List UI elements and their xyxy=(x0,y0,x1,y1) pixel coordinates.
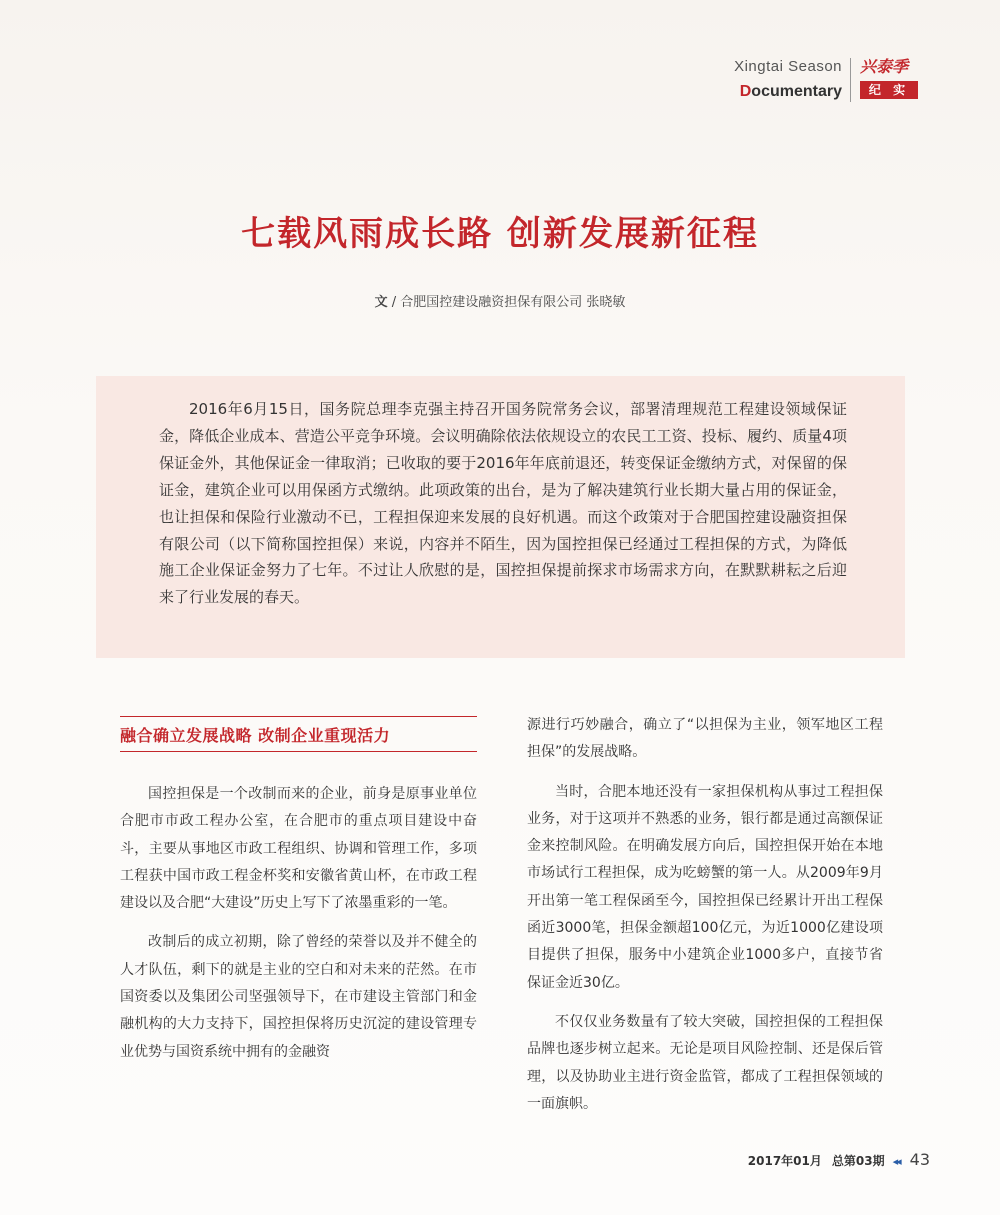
body-paragraph-continuation: 源进行巧妙融合，确立了“以担保为主业，领军地区工程担保”的发展战略。 xyxy=(527,717,883,761)
byline-prefix: 文 xyxy=(374,295,388,310)
footer-date: 2017年01月 xyxy=(747,1154,822,1168)
page-footer xyxy=(748,1150,930,1169)
page-number: 43 xyxy=(909,1150,930,1169)
left-column xyxy=(120,781,477,1066)
header-masthead xyxy=(734,56,842,104)
header-documentary xyxy=(734,80,842,104)
body-paragraph: 国控担保是一个改制而来的企业，前身是原事业单位合肥市市政工程办公室，在合肥市的重点项目建设中奋斗，主要从事地区市政工程组织、协调和管理工作，多项工程获中国市政工程金杯奖和安徽省黄山杯，在市政工程建设以及合肥“大建设”历史上写下了浓墨重彩的一笔。 xyxy=(120,786,477,912)
section-heading xyxy=(120,716,477,752)
header-season: Xingtai Season xyxy=(734,58,842,75)
body-paragraph: 当时，合肥本地还没有一家担保机构从事过工程担保业务，对于这项并不熟悉的业务，银行都是通过高额保证金来控制风险。在明确发展方向后，国控担保开始在本地市场试行工程担保，成为吃螃蟹的第一人。从2009年9月开出第一笔工程保函至今，国控担保已经累计开出工程保函近3000笔，担保金额超100亿元，为近1000亿建设项目提供了担保，服务中小建筑企业1000多户，直接节省保证金近30亿。 xyxy=(527,783,883,991)
header-documentary-rest: ocumentary xyxy=(751,83,842,100)
section-heading-text: 融合确立发展战略 改制企业重现活力 xyxy=(120,725,391,745)
article-title: 七载风雨成长路 创新发展新征程 xyxy=(241,214,759,254)
magazine-logo: 兴泰季 xyxy=(860,57,909,76)
header-divider xyxy=(850,58,851,102)
lead-box xyxy=(96,376,905,658)
double-arrow-icon: ◂◂ xyxy=(892,1155,900,1168)
footer-issue: 总第03期 xyxy=(831,1154,885,1168)
body-paragraph: 不仅仅业务数量有了较大突破，国控担保的工程担保品牌也逐步树立起来。无论是项目风险控制、还是保后管理，以及协助业主进行资金监管，都成了工程担保领域的一面旗帜。 xyxy=(527,1013,883,1112)
byline-author: / 合肥国控建设融资担保有限公司 张晓敏 xyxy=(387,295,626,310)
header-documentary-initial: D xyxy=(739,83,752,100)
header-logo-block xyxy=(860,56,918,99)
lead-paragraph: 2016年6月15日，国务院总理李克强主持召开国务院常务会议，部署清理规范工程建设领域保证金，降低企业成本、营造公平竞争环境。会议明确除依法依规设立的农民工工资、投标、履约、质量4项保证金外，其他保证金一律取消；已收取的要于2016年年底前退还，转变保证金缴纳方式，对保留的保证金，建筑企业可以用保函方式缴纳。此项政策的出台，是为了解决建筑行业长期大量占用的保证金，也让担保和保险行业激动不已，工程担保迎来发展的良好机遇。而这个政策对于合肥国控建设融资担保有限公司（以下简称国控担保）来说，内容并不陌生，因为国控担保已经通过工程担保的方式，为降低施工企业保证金努力了七年。不过让人欣慰的是，国控担保提前探求市场需求方向，在默默耕耘之后迎来了行业发展的春天。 xyxy=(159,400,847,607)
column-tag: 纪 实 xyxy=(860,81,918,99)
body-paragraph: 改制后的成立初期，除了曾经的荣誉以及并不健全的人才队伍，剩下的就是主业的空白和对未来的茫然。在市国资委以及集团公司坚强领导下，在市建设主管部门和金融机构的大力支持下，国控担保将历史沉淀的建设管理专业优势与国资系统中拥有的金融资 xyxy=(120,934,477,1060)
right-column xyxy=(527,712,883,1118)
article-byline xyxy=(0,291,1000,310)
